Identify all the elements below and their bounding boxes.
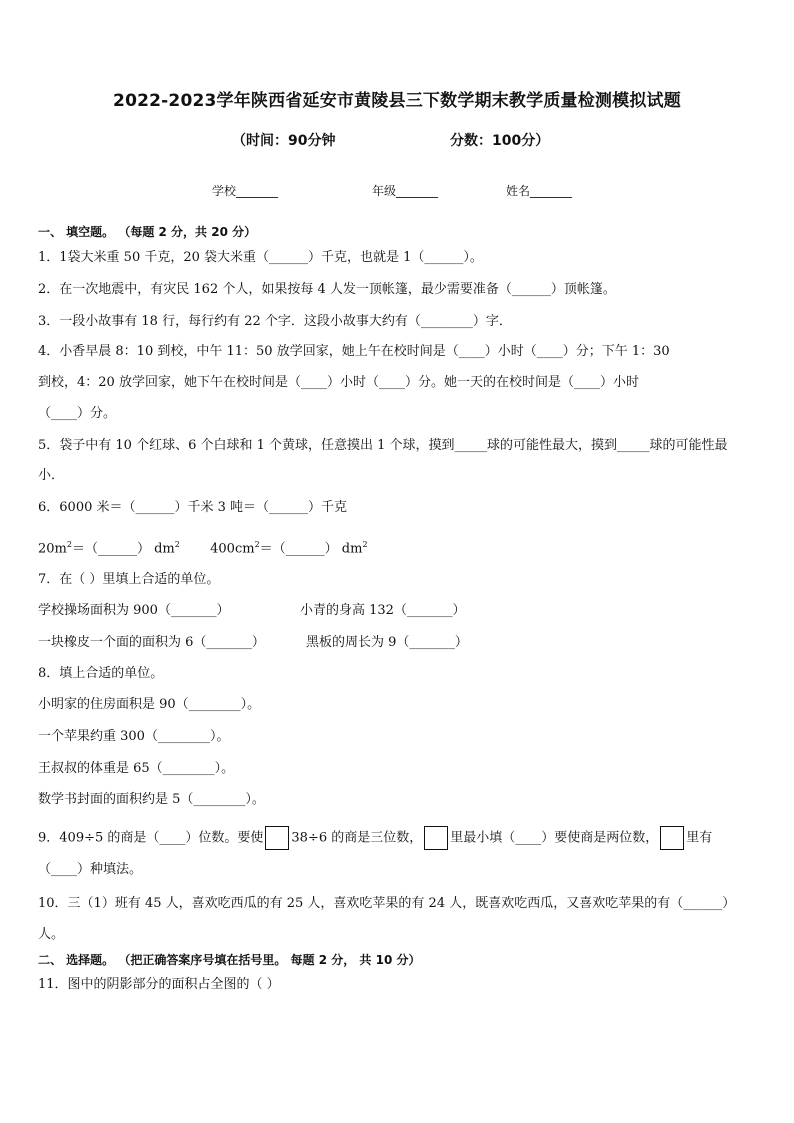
question-7-d: 黑板的周长为 9（_______） xyxy=(306,635,468,650)
exam-time: （时间：90分钟 xyxy=(232,133,336,149)
question-5-line-2: 小． xyxy=(38,468,65,483)
question-8: 8．填上合适的单位。 xyxy=(38,666,164,681)
question-8-c: 王叔叔的体重是 65（________）。 xyxy=(38,761,235,776)
question-3: 3．一段小故事有 18 行，每行约有 22 个字．这段小故事大约有（________）字． xyxy=(38,314,512,329)
question-4-line-1: 4．小香早晨 8：10 到校，中午 11：50 放学回家，她上午在校时间是（____）小时（____）分；下午 1：30 xyxy=(38,344,670,359)
answer-box xyxy=(660,826,684,850)
question-10-line-1: 10．三（1）班有 45 人，喜欢吃西瓜的有 25 人，喜欢吃苹果的有 24 人，既喜欢吃西瓜，又喜欢吃苹果的有（______） xyxy=(38,896,736,911)
name-field: 姓名_______ xyxy=(506,184,573,198)
question-7: 7．在（ ）里填上合适的单位。 xyxy=(38,572,220,587)
exam-score: 分数：100分） xyxy=(450,133,550,149)
question-2: 2．在一次地震中，有灾民 162 个人，如果按每 4 人发一顶帐篷，最少需要准备（______）顶帐篷。 xyxy=(38,282,616,297)
question-1: 1．1袋大米重 50 千克，20 袋大米重（______）千克，也就是 1（______）。 xyxy=(38,250,483,265)
answer-box xyxy=(424,826,448,850)
question-4-line-3: （____）分。 xyxy=(38,406,117,421)
question-9-line-1: 9．409÷5 的商是（____）位数。要使 38÷6 的商是三位数， 里最小填（____）要使商是两位数， 里有 xyxy=(38,826,712,850)
question-6-line-2: $20m^2=(\_\_\_\_\_\_)$ $dm^2$ $400cm^2=(\_\_\_\_\_\_)$ $dm^2$ xyxy=(38,540,368,557)
question-7-a: 学校操场面积为 900（_______） xyxy=(38,603,230,618)
question-8-a: 小明家的住房面积是 90（________）。 xyxy=(38,697,261,712)
school-field: 学校_______ xyxy=(212,184,279,198)
question-11: 11．图中的阴影部分的面积占全图的（ ） xyxy=(38,977,280,992)
question-4-line-2: 到校，4：20 放学回家，她下午在校时间是（____）小时（____）分。她一天的在校时间是（____）小时 xyxy=(38,375,639,390)
question-5-line-1: 5．袋子中有 10 个红球、6 个白球和 1 个黄球，任意摸出 1 个球，摸到_____球的可能性最大，摸到_____球的可能性最 xyxy=(38,438,728,453)
section-choice: 二、 选择题。 （把正确答案序号填在括号里。 每题 2 分， 共 10 分） xyxy=(38,953,421,967)
question-6-line-1: 6．6000 米＝（______）千米 3 吨＝（______）千克 xyxy=(38,500,348,515)
question-8-b: 一个苹果约重 300（________）。 xyxy=(38,729,230,744)
question-8-d: 数学书封面的面积约是 5（________）。 xyxy=(38,792,265,807)
question-10-line-2: 人。 xyxy=(38,927,65,942)
question-9-line-2: （____）种填法。 xyxy=(38,862,143,877)
page-title: 2022-2023学年陕西省延安市黄陵县三下数学期末教学质量检测模拟试题 xyxy=(113,91,681,111)
section-fill-blank: 一、 填空题。 （每题 2 分，共 20 分） xyxy=(38,225,257,239)
question-7-b: 小青的身高 132（_______） xyxy=(300,603,466,618)
question-7-c: 一块橡皮一个面的面积为 6（_______） xyxy=(38,635,265,650)
answer-box xyxy=(265,826,289,850)
grade-field: 年级_______ xyxy=(372,184,439,198)
